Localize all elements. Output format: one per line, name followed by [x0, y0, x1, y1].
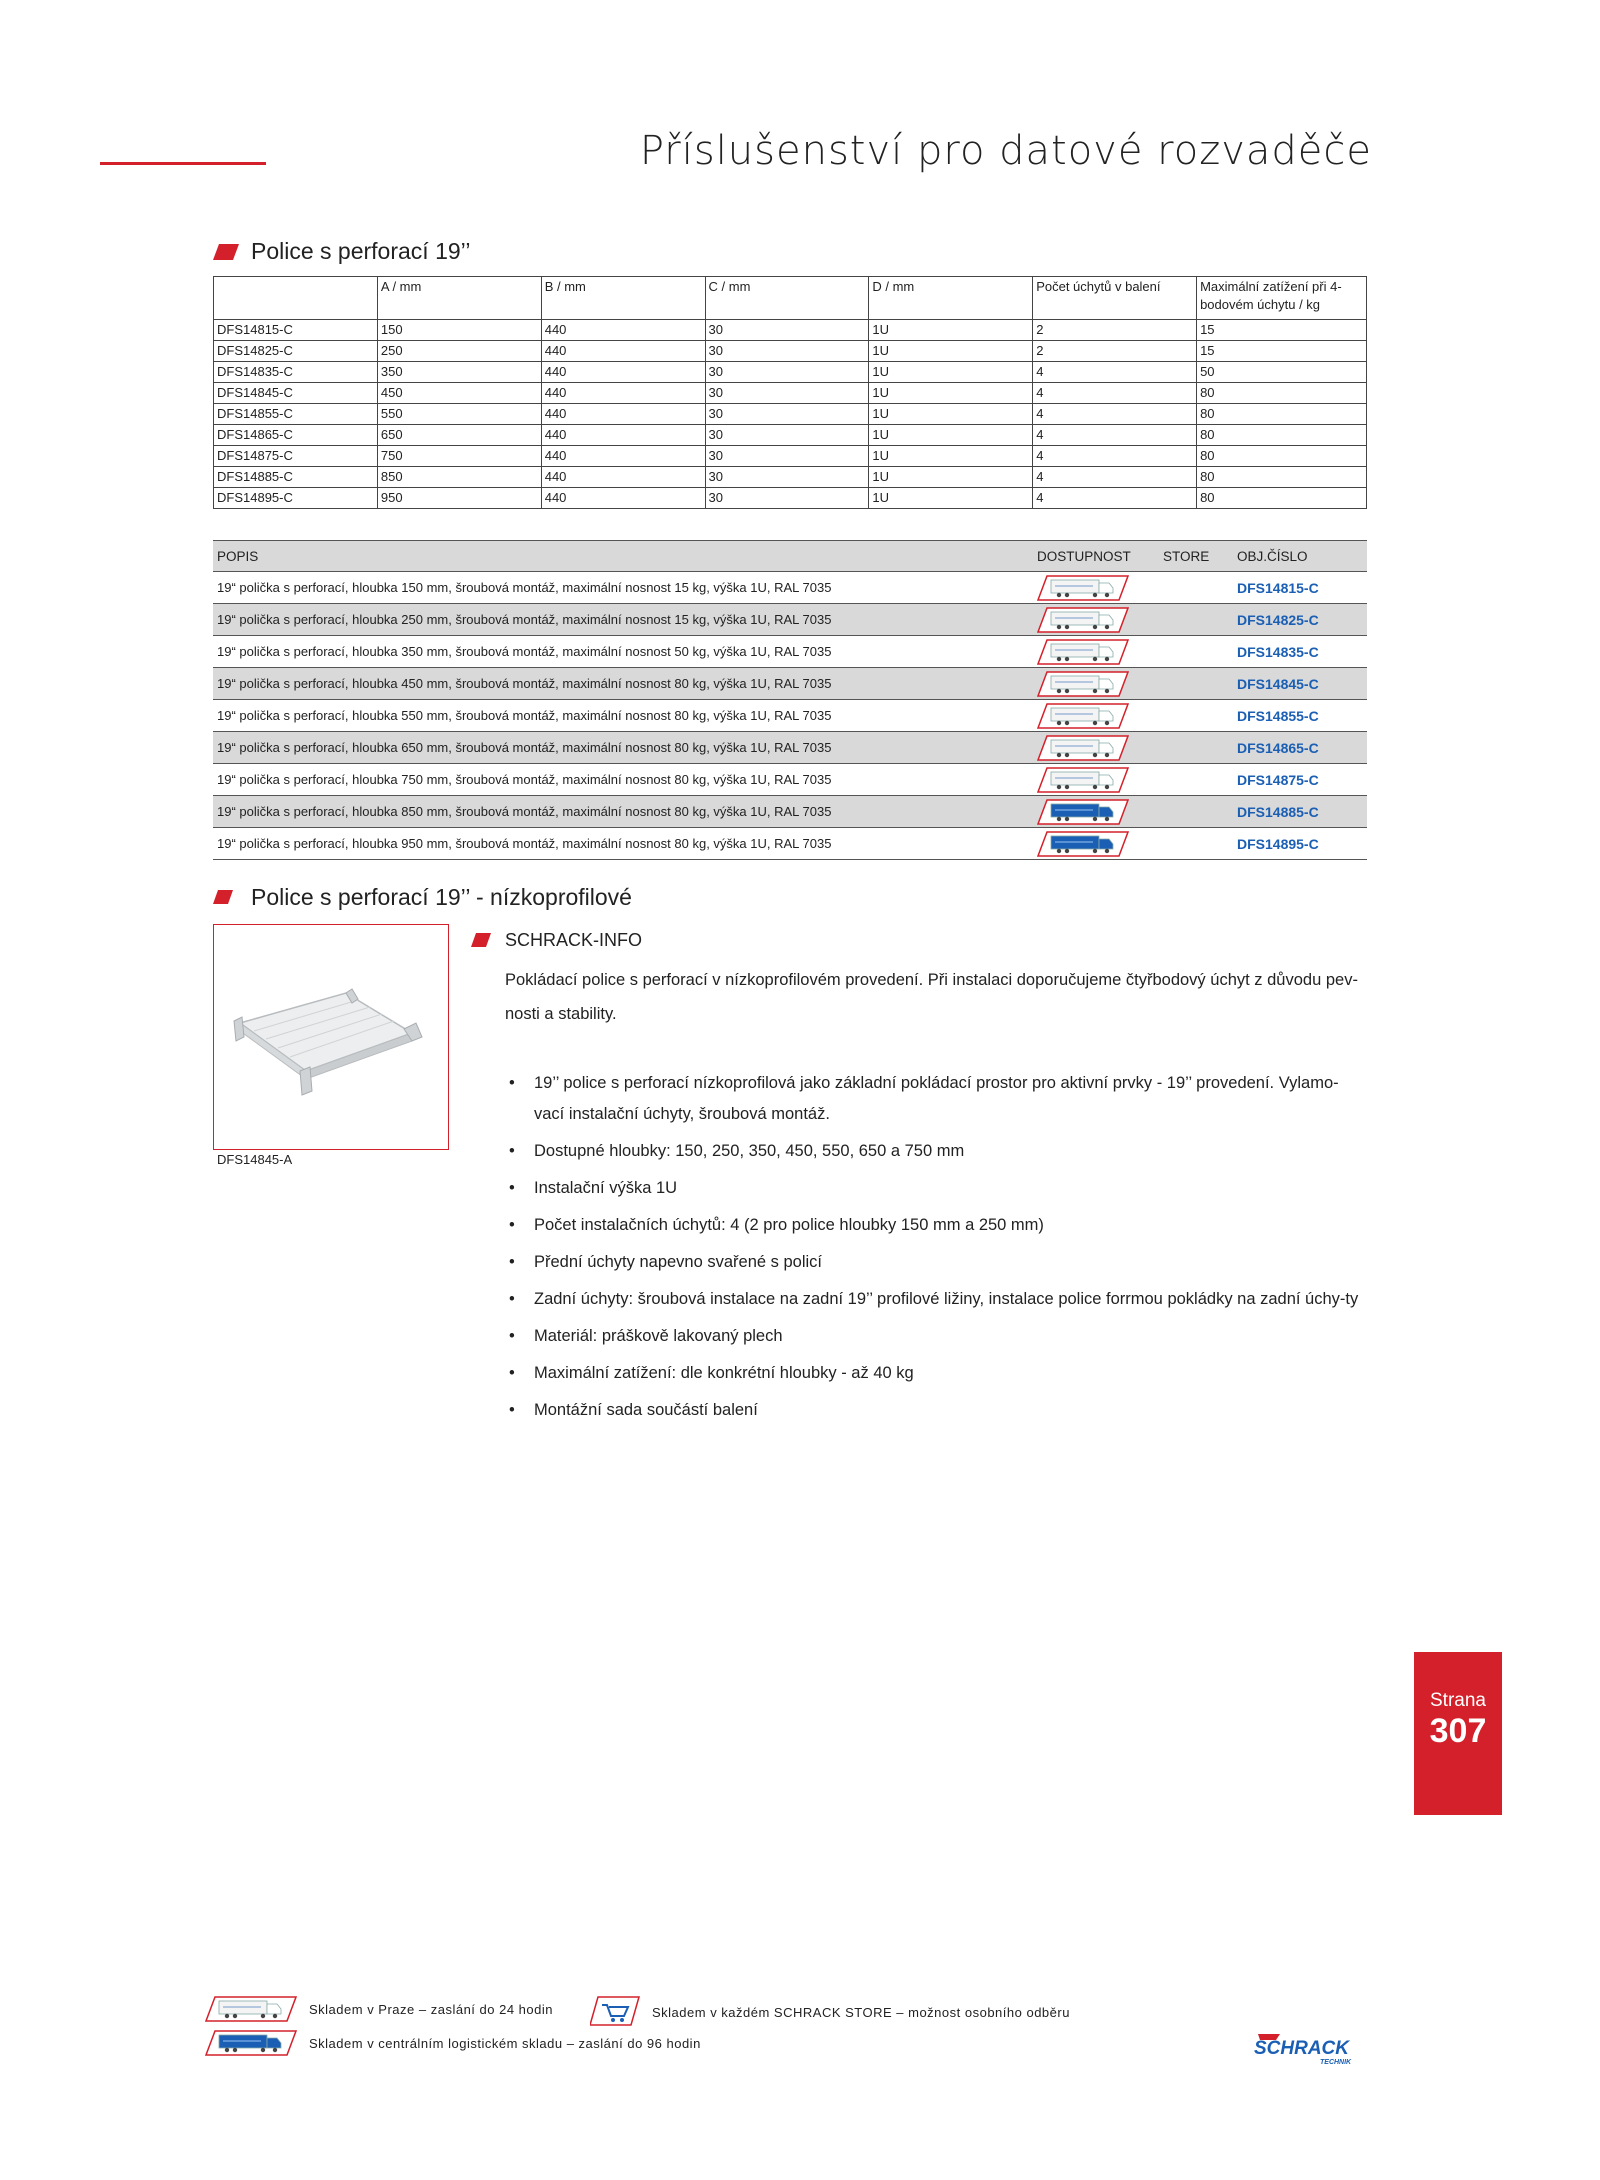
- spec-cell: 30: [705, 425, 869, 446]
- table-row: [214, 383, 1367, 404]
- spec-cell: 440: [541, 341, 705, 362]
- spec-cell: DFS14845-C: [214, 383, 378, 404]
- spec-cell: 450: [377, 383, 541, 404]
- spec-cell: 440: [541, 467, 705, 488]
- list-item: • Přední úchyty napevno svařené s policí: [505, 1247, 1367, 1278]
- truck-white-icon: [1033, 732, 1159, 764]
- spec-cell: 80: [1197, 446, 1367, 467]
- section-title-text: Police s perforací 19’’: [251, 238, 471, 264]
- table-row: [213, 796, 1367, 828]
- spec-cell: 1U: [869, 446, 1033, 467]
- truck-white-icon: [1033, 604, 1159, 636]
- spec-cell: 80: [1197, 404, 1367, 425]
- spec-header-cell: B / mm: [541, 277, 705, 320]
- spec-cell: 30: [705, 467, 869, 488]
- header-popis: POPIS: [213, 541, 1033, 572]
- truck-blue-icon: [205, 2030, 297, 2056]
- order-code: DFS14865-C: [1233, 732, 1367, 764]
- order-description: 19“ polička s perforací, hloubka 150 mm, šroubová montáž, maximální nosnost 15 kg, výška 1U, RAL 7035: [213, 572, 1033, 604]
- order-description: 19“ polička s perforací, hloubka 750 mm, šroubová montáž, maximální nosnost 80 kg, výška 1U, RAL 7035: [213, 764, 1033, 796]
- spec-header-cell: [214, 277, 378, 320]
- spec-cell: 440: [541, 446, 705, 467]
- page-number-tab: [1414, 1652, 1502, 1815]
- spec-cell: 30: [705, 404, 869, 425]
- table-row: [213, 700, 1367, 732]
- truck-white-icon: [1033, 700, 1159, 732]
- order-store: [1159, 668, 1233, 700]
- spec-cell: 30: [705, 446, 869, 467]
- order-store: [1159, 732, 1233, 764]
- truck-blue-icon: [1033, 828, 1159, 860]
- truck-white-icon: [205, 1996, 297, 2022]
- spec-cell: 80: [1197, 467, 1367, 488]
- table-row: [213, 732, 1367, 764]
- section-title-perforated-shelf: [213, 238, 470, 265]
- spec-cell: 1U: [869, 425, 1033, 446]
- spec-cell: 1U: [869, 341, 1033, 362]
- order-code: DFS14815-C: [1233, 572, 1367, 604]
- spec-cell: 4: [1033, 383, 1197, 404]
- spec-cell: 440: [541, 404, 705, 425]
- header-store: STORE: [1159, 541, 1233, 572]
- order-table: [213, 540, 1367, 860]
- logo-subtext: TECHNIK: [1320, 2059, 1352, 2066]
- table-row: [214, 404, 1367, 425]
- spec-cell: 4: [1033, 404, 1197, 425]
- table-row: [213, 572, 1367, 604]
- photo-caption: DFS14845-A: [217, 1152, 293, 1167]
- order-store: [1159, 604, 1233, 636]
- spec-cell: 550: [377, 404, 541, 425]
- order-code: DFS14885-C: [1233, 796, 1367, 828]
- spec-cell: 440: [541, 488, 705, 509]
- section-title-text: Police s perforací 19’’ - nízkoprofilové: [251, 884, 632, 910]
- spec-cell: 850: [377, 467, 541, 488]
- list-item: • 19’’ police s perforací nízkoprofilová jako základní pokládací prostor pro aktivní prvky - 19’’ provedení. Vylamo-vací instalační úchyty, šroubová montáž.: [505, 1068, 1367, 1130]
- table-row: [214, 488, 1367, 509]
- legend-store-text: Skladem v každém SCHRACK STORE – možnost osobního odběru: [652, 2005, 1070, 2020]
- order-code: DFS14845-C: [1233, 668, 1367, 700]
- spec-cell: 1U: [869, 320, 1033, 341]
- spec-cell: 30: [705, 320, 869, 341]
- spec-cell: DFS14825-C: [214, 341, 378, 362]
- spec-cell: 4: [1033, 488, 1197, 509]
- spec-cell: DFS14865-C: [214, 425, 378, 446]
- table-row: [214, 467, 1367, 488]
- page-title: Příslušenství pro datové rozvaděče: [639, 128, 1372, 174]
- section-title-lowprofile-shelf: [213, 884, 632, 911]
- spec-cell: 1U: [869, 362, 1033, 383]
- red-marker-icon: [471, 933, 491, 949]
- product-photo: [213, 924, 449, 1150]
- list-item: • Montážní sada součástí balení: [505, 1395, 1367, 1426]
- order-store: [1159, 700, 1233, 732]
- spec-header-cell: C / mm: [705, 277, 869, 320]
- header-red-line: [100, 162, 266, 165]
- spec-cell: 4: [1033, 446, 1197, 467]
- spec-cell: 150: [377, 320, 541, 341]
- table-row: [214, 362, 1367, 383]
- truck-white-icon: [1033, 668, 1159, 700]
- shelf-illustration: [214, 925, 448, 1149]
- list-item: • Zadní úchyty: šroubová instalace na zadní 19’’ profilové ližiny, instalace police forrmou pokládky na zadní úchy-ty: [505, 1284, 1367, 1315]
- table-row: [214, 320, 1367, 341]
- schrack-logo: [1250, 2032, 1376, 2071]
- spec-cell: 4: [1033, 425, 1197, 446]
- red-marker-icon: [213, 890, 239, 906]
- order-description: 19“ polička s perforací, hloubka 250 mm, šroubová montáž, maximální nosnost 15 kg, výška 1U, RAL 7035: [213, 604, 1033, 636]
- order-table-header: [213, 541, 1367, 572]
- spec-cell: 15: [1197, 341, 1367, 362]
- legend-central-text: Skladem v centrálním logistickém skladu – zaslání do 96 hodin: [309, 2035, 701, 2051]
- spec-cell: 440: [541, 362, 705, 383]
- spec-cell: 950: [377, 488, 541, 509]
- spec-cell: 30: [705, 383, 869, 404]
- spec-cell: 4: [1033, 467, 1197, 488]
- order-store: [1159, 796, 1233, 828]
- spec-header-cell: Maximální zatížení při 4-bodovém úchytu / kg: [1197, 277, 1367, 320]
- spec-cell: DFS14855-C: [214, 404, 378, 425]
- spec-cell: 750: [377, 446, 541, 467]
- spec-cell: 1U: [869, 383, 1033, 404]
- spec-cell: DFS14835-C: [214, 362, 378, 383]
- spec-header-cell: Počet úchytů v balení: [1033, 277, 1197, 320]
- legend-prague-text: Skladem v Praze – zaslání do 24 hodin: [309, 2001, 553, 2017]
- spec-cell: 30: [705, 341, 869, 362]
- table-row: [213, 636, 1367, 668]
- table-row: [213, 668, 1367, 700]
- spec-cell: 440: [541, 425, 705, 446]
- spec-cell: 1U: [869, 488, 1033, 509]
- logo-wordmark: SCHRACK: [1254, 2038, 1349, 2059]
- spec-cell: 350: [377, 362, 541, 383]
- order-code: DFS14875-C: [1233, 764, 1367, 796]
- spec-cell: DFS14895-C: [214, 488, 378, 509]
- schrack-info-heading: [471, 930, 642, 951]
- cart-icon: [590, 1996, 640, 2029]
- spec-cell: 2: [1033, 341, 1197, 362]
- order-code: DFS14855-C: [1233, 700, 1367, 732]
- spec-cell: 80: [1197, 488, 1367, 509]
- truck-blue-icon: [1033, 796, 1159, 828]
- order-description: 19“ polička s perforací, hloubka 850 mm, šroubová montáž, maximální nosnost 80 kg, výška 1U, RAL 7035: [213, 796, 1033, 828]
- order-description: 19“ polička s perforací, hloubka 950 mm, šroubová montáž, maximální nosnost 80 kg, výška 1U, RAL 7035: [213, 828, 1033, 860]
- list-item: • Maximální zatížení: dle konkrétní hloubky - až 40 kg: [505, 1358, 1367, 1389]
- order-store: [1159, 636, 1233, 668]
- order-code: DFS14895-C: [1233, 828, 1367, 860]
- spec-cell: 80: [1197, 383, 1367, 404]
- header-dostupnost: DOSTUPNOST: [1033, 541, 1159, 572]
- legend-store: [590, 1996, 1070, 2029]
- spec-cell: 50: [1197, 362, 1367, 383]
- order-description: 19“ polička s perforací, hloubka 450 mm, šroubová montáž, maximální nosnost 80 kg, výška 1U, RAL 7035: [213, 668, 1033, 700]
- spec-cell: 250: [377, 341, 541, 362]
- list-item: • Instalační výška 1U: [505, 1173, 1367, 1204]
- order-code: DFS14825-C: [1233, 604, 1367, 636]
- list-item: • Dostupné hloubky: 150, 250, 350, 450, 550, 650 a 750 mm: [505, 1136, 1367, 1167]
- table-row: [213, 604, 1367, 636]
- schrack-info-title: SCHRACK-INFO: [505, 930, 643, 950]
- spec-cell: 4: [1033, 362, 1197, 383]
- spec-cell: 80: [1197, 425, 1367, 446]
- spec-cell: DFS14815-C: [214, 320, 378, 341]
- truck-white-icon: [1033, 764, 1159, 796]
- order-description: 19“ polička s perforací, hloubka 350 mm, šroubová montáž, maximální nosnost 50 kg, výška 1U, RAL 7035: [213, 636, 1033, 668]
- order-code: DFS14835-C: [1233, 636, 1367, 668]
- order-store: [1159, 828, 1233, 860]
- info-paragraph: Pokládací police s perforací v nízkoprofilovém provedení. Při instalaci doporučujeme čtyřbodový úchyt z důvodu pev-nosti a stability.: [505, 971, 1358, 1023]
- spec-header-cell: D / mm: [869, 277, 1033, 320]
- spec-cell: 30: [705, 362, 869, 383]
- spec-table-header: [214, 277, 1367, 320]
- spec-table: [213, 276, 1367, 509]
- order-store: [1159, 572, 1233, 604]
- spec-cell: 30: [705, 488, 869, 509]
- page-label: Strana: [1430, 1690, 1486, 1711]
- table-row: [213, 828, 1367, 860]
- spec-header-cell: A / mm: [377, 277, 541, 320]
- order-description: 19“ polička s perforací, hloubka 550 mm, šroubová montáž, maximální nosnost 80 kg, výška 1U, RAL 7035: [213, 700, 1033, 732]
- spec-cell: 1U: [869, 467, 1033, 488]
- truck-white-icon: [1033, 572, 1159, 604]
- legend-central: [205, 2030, 701, 2056]
- spec-cell: DFS14875-C: [214, 446, 378, 467]
- spec-cell: 650: [377, 425, 541, 446]
- spec-cell: 1U: [869, 404, 1033, 425]
- table-row: [213, 764, 1367, 796]
- table-row: [214, 446, 1367, 467]
- spec-cell: 440: [541, 383, 705, 404]
- spec-cell: DFS14885-C: [214, 467, 378, 488]
- red-marker-icon: [213, 244, 239, 260]
- legend-prague: [205, 1996, 553, 2022]
- spec-cell: 15: [1197, 320, 1367, 341]
- order-store: [1159, 764, 1233, 796]
- table-row: [214, 341, 1367, 362]
- header-obj-cislo: OBJ.ČÍSLO: [1233, 541, 1367, 572]
- feature-list: [505, 1068, 1367, 1432]
- spec-cell: 2: [1033, 320, 1197, 341]
- order-description: 19“ polička s perforací, hloubka 650 mm, šroubová montáž, maximální nosnost 80 kg, výška 1U, RAL 7035: [213, 732, 1033, 764]
- spec-cell: 440: [541, 320, 705, 341]
- list-item: • Materiál: práškově lakovaný plech: [505, 1321, 1367, 1352]
- truck-white-icon: [1033, 636, 1159, 668]
- table-row: [214, 425, 1367, 446]
- list-item: • Počet instalačních úchytů: 4 (2 pro police hloubky 150 mm a 250 mm): [505, 1210, 1367, 1241]
- page-number: 307: [1429, 1712, 1487, 1750]
